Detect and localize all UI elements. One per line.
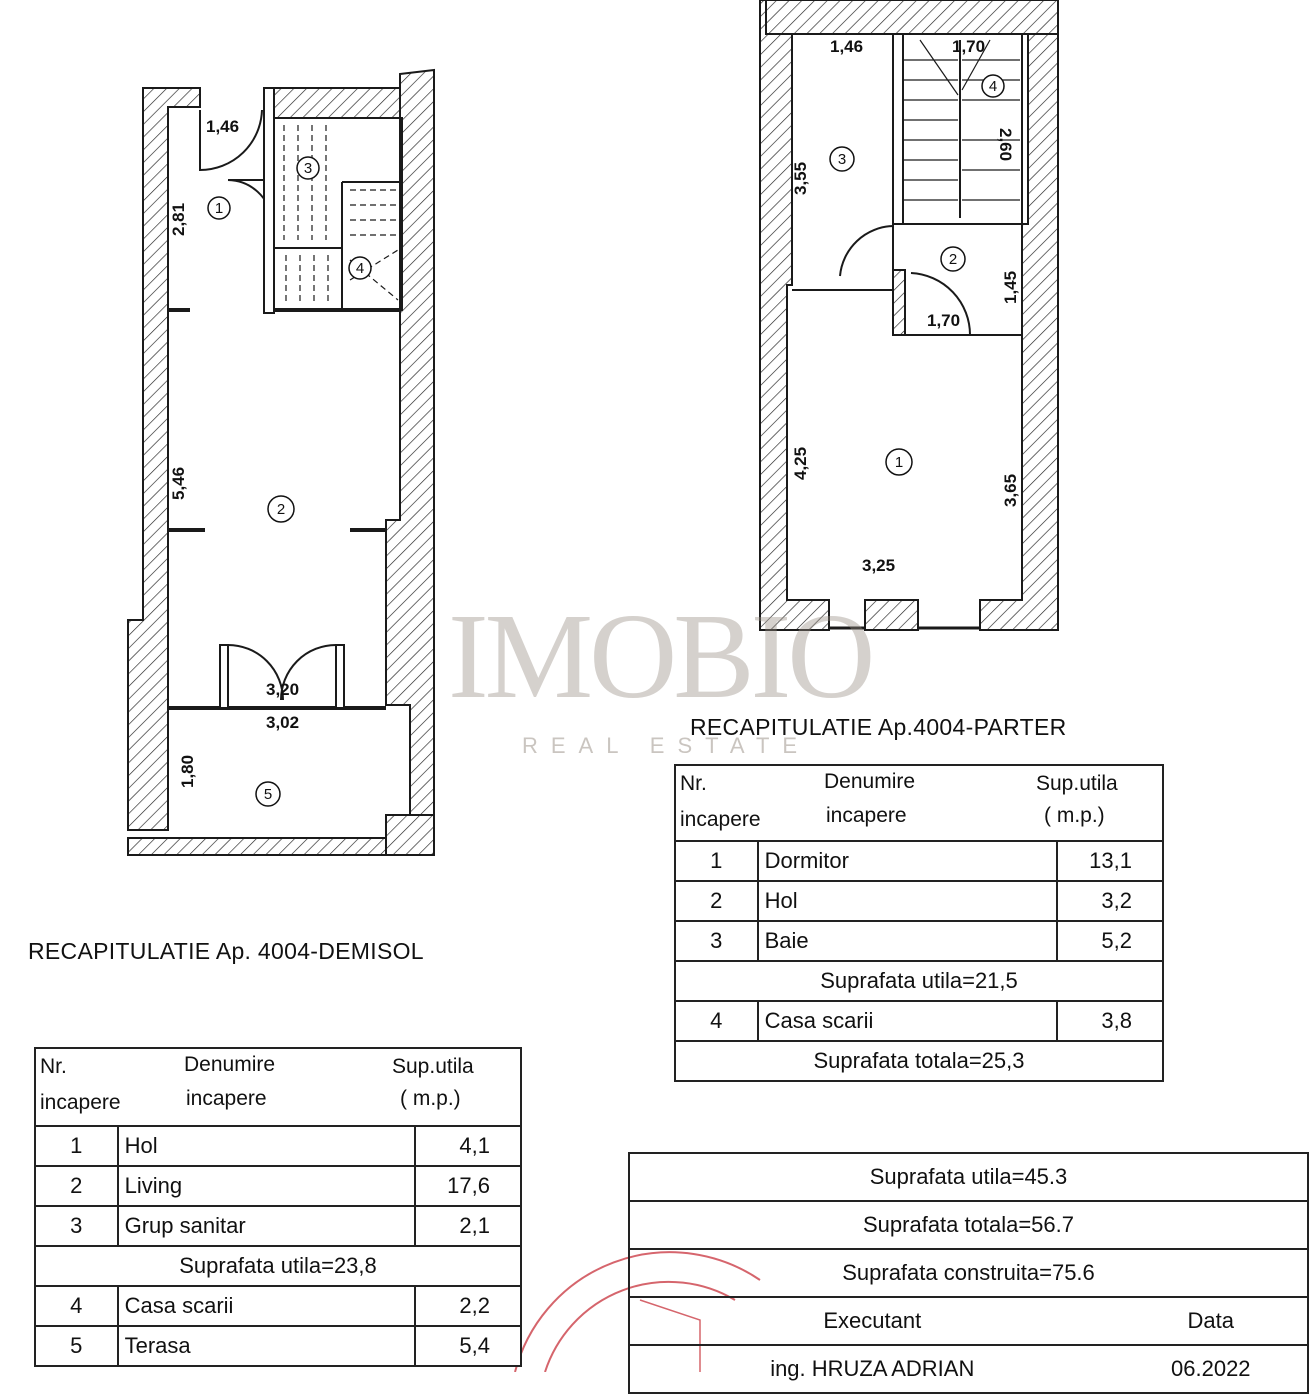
executant-label: Executant	[629, 1297, 1115, 1345]
parter-room-mark-2: 2	[948, 251, 958, 268]
table-row	[35, 1206, 521, 1246]
table-cell: 5,2	[1057, 921, 1163, 961]
parter-dim-4: 1,45	[1001, 270, 1020, 304]
demisol-wall-right	[386, 70, 434, 855]
demisol-dim-4: 3,02	[266, 713, 300, 732]
table-cell: 4	[35, 1286, 118, 1326]
table-cell: Grup sanitar	[118, 1206, 416, 1246]
parter-dim-8: 3,25	[862, 556, 896, 575]
parter-dim-7: 3,65	[1001, 473, 1020, 507]
table-cell	[35, 1048, 521, 1126]
table-cell: 5	[35, 1326, 118, 1366]
data-label: Data	[1115, 1297, 1308, 1345]
demisol-corner-block	[386, 815, 434, 855]
table-cell: Casa scarii	[758, 1001, 1058, 1041]
table-cell: Terasa	[118, 1326, 416, 1366]
header-sup: Sup.utila	[1036, 772, 1118, 795]
demisol-room-mark-4: 4	[355, 260, 365, 277]
parter-room-mark-3: 3	[837, 151, 847, 168]
table-row	[675, 881, 1163, 921]
executant-name: ing. HRUZA ADRIAN	[629, 1345, 1115, 1393]
parter-wall-left	[760, 0, 829, 630]
table-row	[35, 1326, 521, 1366]
header-sup-2: ( m.p.)	[400, 1087, 461, 1110]
parter-plan-lines	[792, 34, 1028, 628]
table-cell: Baie	[758, 921, 1058, 961]
table-cell: Hol	[118, 1126, 416, 1166]
header-nr-2: incapere	[680, 808, 761, 831]
parter-dim-2: 3,55	[791, 161, 810, 195]
parter-title: RECAPITULATIE Ap.4004-PARTER	[690, 714, 1067, 740]
demisol-wall-top	[274, 88, 400, 118]
table-cell: 2	[675, 881, 758, 921]
table-row	[675, 921, 1163, 961]
demisol-wall-left	[128, 88, 200, 830]
header-sup: Sup.utila	[392, 1055, 474, 1078]
watermark-tagline: REAL ESTATE	[522, 733, 811, 758]
demisol-room-mark-3: 3	[303, 160, 313, 177]
table-row	[35, 1286, 521, 1326]
demisol-dim-0: 1,46	[206, 117, 240, 136]
demisol-plan-lines	[168, 88, 402, 708]
table-cell: Living	[118, 1166, 416, 1206]
demisol-dimensions	[169, 117, 299, 788]
table-cell: 2	[35, 1166, 118, 1206]
table-cell: 3,2	[1057, 881, 1163, 921]
table-cell: 5,4	[415, 1326, 521, 1366]
parter-dim-3: 2,60	[996, 128, 1015, 162]
summary-utila: Suprafata utila=45.3	[629, 1153, 1308, 1201]
parter-room-mark-4: 4	[988, 78, 998, 95]
parter-stair-treads	[903, 40, 1020, 200]
parter-table	[674, 764, 1164, 1082]
table-cell: 3,8	[1057, 1001, 1163, 1041]
demisol-room-mark-5: 5	[263, 786, 273, 803]
demisol-table	[34, 1047, 522, 1367]
demisol-dim-5: 1,80	[178, 754, 197, 788]
header-nr: Nr.	[680, 772, 707, 795]
table-cell	[675, 765, 1163, 841]
table-cell: Dormitor	[758, 841, 1058, 881]
parter-dim-5: 1,70	[927, 311, 961, 330]
parter-dim-6: 4,25	[791, 446, 810, 480]
table-cell: 3	[675, 921, 758, 961]
header-sup-2: ( m.p.)	[1044, 804, 1105, 827]
total-row	[675, 1041, 1163, 1081]
watermark-logo: IMOBIO	[448, 589, 872, 724]
table-cell: Hol	[758, 881, 1058, 921]
demisol-dim-2: 5,46	[169, 466, 188, 500]
parter-room-mark-1: 1	[894, 454, 904, 471]
table-cell: 13,1	[1057, 841, 1163, 881]
header-denumire-2: incapere	[826, 804, 907, 827]
header-denumire: Denumire	[184, 1053, 276, 1076]
table-row	[35, 1126, 521, 1166]
table-cell: 3	[35, 1206, 118, 1246]
table-cell: 2,2	[415, 1286, 521, 1326]
parter-wall-top	[766, 0, 1058, 34]
table-cell: Casa scarii	[118, 1286, 416, 1326]
table-header-row	[675, 765, 1163, 841]
demisol-room-mark-2: 2	[276, 501, 286, 518]
demisol-dim-1: 2,81	[169, 202, 188, 236]
subtotal-row	[675, 961, 1163, 1001]
table-cell: Suprafata utila=21,5	[675, 961, 1163, 1001]
table-row	[35, 1166, 521, 1206]
header-nr-2: incapere	[40, 1091, 121, 1114]
table-cell: 4,1	[415, 1126, 521, 1166]
table-cell: 2,1	[415, 1206, 521, 1246]
table-cell: Suprafata utila=23,8	[35, 1246, 521, 1286]
parter-dim-1: 1,70	[952, 37, 986, 56]
table-header-row	[35, 1048, 521, 1126]
summary-totala: Suprafata totala=56.7	[629, 1201, 1308, 1249]
demisol-stair-box	[274, 118, 402, 310]
parter-plan	[760, 0, 1058, 630]
table-cell: Suprafata totala=25,3	[675, 1041, 1163, 1081]
table-cell: 17,6	[415, 1166, 521, 1206]
table-cell: 4	[675, 1001, 758, 1041]
demisol-plan	[128, 70, 434, 855]
table-cell: 1	[675, 841, 758, 881]
demisol-room-mark-1: 1	[214, 200, 224, 217]
demisol-dim-3: 3,20	[266, 680, 300, 699]
parter-room-marks	[830, 75, 1004, 475]
header-denumire-2: incapere	[186, 1087, 267, 1110]
header-nr: Nr.	[40, 1055, 67, 1078]
parter-wall-window-mid	[865, 600, 918, 630]
summary-construita: Suprafata construita=75.6	[629, 1249, 1308, 1297]
parter-dim-0: 1,46	[830, 37, 864, 56]
table-row	[675, 1001, 1163, 1041]
summary-table	[628, 1152, 1309, 1394]
executant-date: 06.2022	[1115, 1345, 1308, 1393]
header-denumire: Denumire	[824, 770, 916, 793]
subtotal-row	[35, 1246, 521, 1286]
demisol-title: RECAPITULATIE Ap. 4004-DEMISOL	[28, 938, 424, 964]
table-row	[675, 841, 1163, 881]
table-cell: 1	[35, 1126, 118, 1166]
